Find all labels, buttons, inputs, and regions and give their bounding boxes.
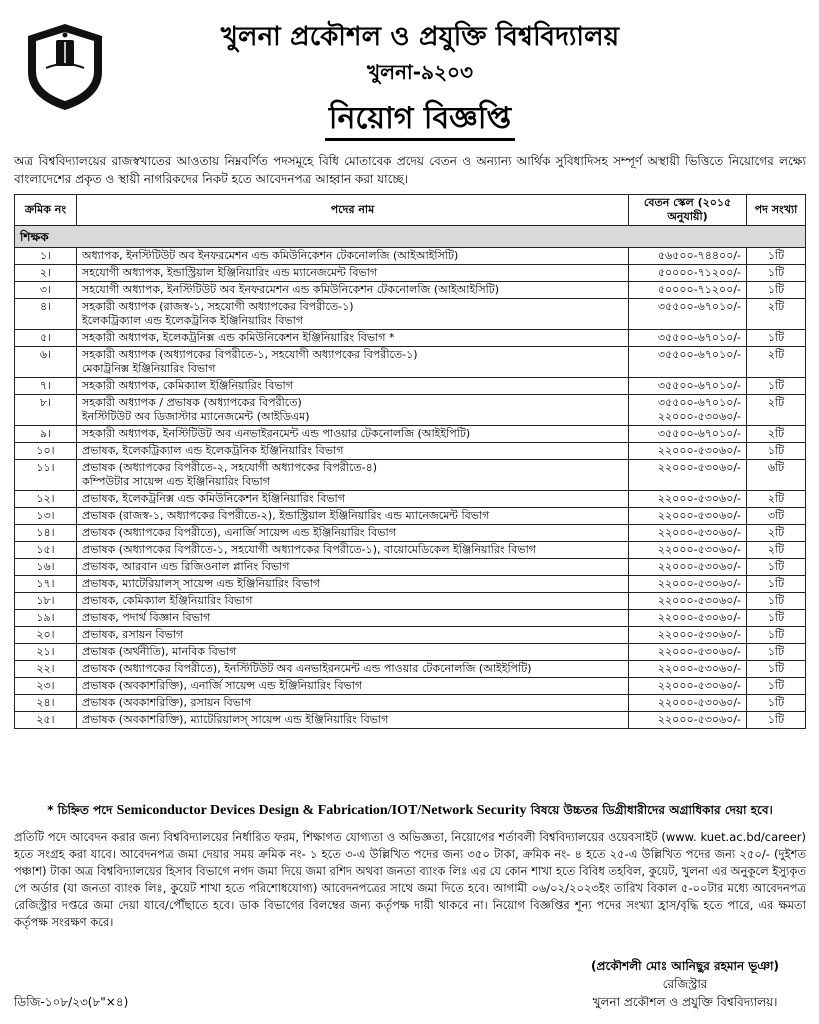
row-post-line: ইলেকট্রিক্যাল এন্ড ইলেকট্রনিক ইঞ্জিনিয়ারিং বিভাগ [81, 314, 304, 327]
footnote-english: Semiconductor Devices Design & Fabrication/IOT/Network Security [116, 803, 527, 818]
row-post-line: প্রভাষক (অবকাশরিক্তি), এনার্জি সায়েন্স এন্ড ইঞ্জিনিয়ারিং বিভাগ [81, 679, 363, 692]
row-post-line: ইনস্টিটিউট অব ডিজাস্টার ম্যানেজমেন্ট (আইডিএম) [81, 410, 310, 423]
row-scale-line: ৫৬৫০০-৭৪৪০০/- [657, 249, 742, 262]
row-scale-line: ৩৫৫০০-৬৭০১০/- [657, 396, 742, 409]
row-scale-line: ২২০০০-৫৩০৬০/- [657, 492, 742, 505]
signatory-name: (প্রকৌশলী মোঃ আনিছুর রহমান ভূঞা) [591, 959, 779, 973]
table-row [15, 627, 806, 644]
signatory-org: খুলনা প্রকৌশল ও প্রযুক্তি বিশ্ববিদ্যালয়। [592, 995, 778, 1009]
row-post-line: প্রভাষক, ইলেকট্রিক্যাল এন্ড ইলেকট্রনিক ইঞ্জিনিয়ারিং বিভাগ [81, 444, 344, 457]
row-scale-line: ২২০০০-৫৩০৬০/- [657, 713, 742, 726]
table-row [15, 644, 806, 661]
row-post [76, 627, 628, 644]
row-post-line: অধ্যাপক, ইনস্টিটিউট অব ইনফরমেশন এন্ড কমিউনিকেশন টেকনোলজি (আইআইসিটি) [81, 249, 459, 262]
university-logo-icon [22, 20, 108, 114]
row-count: ১টি [747, 265, 806, 282]
row-scale-line: ২২০০০-৫৩০৬০/- [657, 679, 742, 692]
row-post-line: প্রভাষক, কেমিক্যাল ইঞ্জিনিয়ারিং বিভাগ [81, 594, 253, 607]
row-serial: ৩। [15, 282, 77, 299]
table-row [15, 265, 806, 282]
row-post-line: প্রভাষক (অধ্যাপকের বিপরীতে), ইনস্টিটিউট অব এনভাইরনমেন্ট এন্ড পাওয়ার টেকনোলজি (আইইপিটি) [81, 662, 532, 675]
row-scale-line: ৩৫৫০০-৬৭০১০/- [657, 427, 742, 440]
row-count: ১টি [747, 248, 806, 265]
row-scale [629, 644, 747, 661]
footnote-suffix: বিষয়ে উচ্চতর ডিগ্রীধারীদের অগ্রাধিকার দেয়া হবে। [530, 803, 773, 817]
row-count: ১টি [747, 695, 806, 712]
row-scale [629, 610, 747, 627]
row-post [76, 330, 628, 347]
row-scale [629, 265, 747, 282]
row-serial: ৫। [15, 330, 77, 347]
table-row [15, 559, 806, 576]
row-post-line: সহকারী অধ্যাপক (অধ্যাপকের বিপরীতে-১, সহযোগী অধ্যাপকের বিপরীতে-১) [81, 348, 418, 361]
row-count: ২টি [747, 395, 806, 426]
row-serial: ২০। [15, 627, 77, 644]
row-post [76, 661, 628, 678]
row-scale-line: ২২০০০-৫৩০৬০/- [657, 645, 742, 658]
row-post [76, 508, 628, 525]
row-serial: ১৯। [15, 610, 77, 627]
row-scale [629, 426, 747, 443]
row-post-line: সহকারী অধ্যাপক / প্রভাষক (অধ্যাপকের বিপরীতে) [81, 396, 302, 409]
row-scale-line: ২২০০০-৫৩০৬০/- [657, 577, 742, 590]
reference-number: ডিজি-১০৮/২৩(৮"×৪) [14, 995, 129, 1009]
row-count: ১টি [747, 443, 806, 460]
row-scale-line: ২২০০০-৫৩০৬০/- [657, 543, 742, 556]
row-post-line: প্রভাষক (অধ্যাপকের বিপরীতে-১, সহযোগী অধ্যাপকের বিপরীতে-১), বায়োমেডিকেল ইঞ্জিনিয়ারিং বিভাগ [81, 543, 536, 556]
row-scale-line: ২২০০০-৫৩০৬০/- [657, 611, 742, 624]
row-count: ১টি [747, 282, 806, 299]
row-post [76, 559, 628, 576]
row-count: ২টি [747, 299, 806, 330]
row-scale [629, 443, 747, 460]
row-scale [629, 525, 747, 542]
row-post-line: প্রভাষক, ম্যাটেরিয়ালস্ সায়েন্স এন্ড ইঞ্জিনিয়ারিং বিভাগ [81, 577, 321, 590]
row-count: ৬টি [747, 460, 806, 491]
table-body [15, 226, 806, 729]
table-row [15, 678, 806, 695]
row-serial: ১০। [15, 443, 77, 460]
table-row [15, 525, 806, 542]
table-row [15, 347, 806, 378]
row-post-line: মেকাট্রনিক্স ইঞ্জিনিয়ারিং বিভাগ [81, 362, 216, 375]
row-post-line: প্রভাষক (রাজস্ব-১, অধ্যাপকের বিপরীতে-২), ইন্ডাস্ট্রিয়াল ইঞ্জিনিয়ারিং এন্ড ম্যানেজমেন্ট বিভাগ [81, 509, 490, 522]
row-scale [629, 576, 747, 593]
row-scale [629, 347, 747, 378]
application-instructions: প্রতিটি পদে আবেদন করার জন্য বিশ্ববিদ্যালয়ের নির্ধারিত ফরম, শিক্ষাগত যোগ্যতা ও অভিজ্ঞতা, নিয়োগের শর্তাবলী বিশ্ববিদ্যালয়ের ওয়েবসাইট (www. kuet.ac.bd/career) হতে সংগ্রহ করা যাবে। আবেদনপত্র জমা দেয়ার সময় ক্রমিক নং- ১ হতে ৩-এ উল্লিখিত পদের জন্য ৩৫০ টাকা, ক্রমিক নং- ৪ হতে ২৫-এ উল্লিখিত পদের জন্য ২৫০/- (দুইশত পঞ্চাশ) টাকা অত্র বিশ্ববিদ্যালয়ের হিসাব বিভাগে নগদ জমা দিয়ে জমা রশিদ অথবা জনতা ব্যাংক লিঃ এর যে কোন শাখা হতে বিবিধ তহবিল, কুয়েট, খুলনা এর অনুকূলে ইস্যুকৃত পে অর্ডার (যা জনতা ব্যাংক লিঃ, কুয়েট শাখা হতে পরিশোধযোগ্য) আবেদনপত্রের সাথে জমা দিতে হবে। আগামী ০৬/০২/২০২৩ইং তারিখ বিকাল ৫-০০টার মধ্যে আবেদনপত্র রেজিস্ট্রার দপ্তরে জমা দেয়া যাবে/পৌঁছাতে হবে। ডাক বিভাগের বিলম্বের জন্য কর্তৃপক্ষ দায়ী থাকবে না। নিয়োগ বিজ্ঞপ্তির শূন্য পদের সংখ্যা হ্রাস/বৃদ্ধি হতে পারে, এর ক্ষমতা কর্তৃপক্ষ সংরক্ষণ করে। [14, 830, 806, 929]
row-count: ১টি [747, 378, 806, 395]
row-serial: ২৫। [15, 712, 77, 729]
row-scale-line: ২২০০০-৫৩০৬০/- [657, 526, 742, 539]
table-row [15, 282, 806, 299]
row-count: ১টি [747, 712, 806, 729]
row-scale-line: ২২০০০-৫৩০৬০/- [657, 628, 742, 641]
row-scale-line: ৩৫৫০০-৬৭০১০/- [657, 331, 742, 344]
row-serial: ১৫। [15, 542, 77, 559]
footnote [14, 802, 806, 822]
row-post [76, 378, 628, 395]
row-post [76, 491, 628, 508]
row-scale-line: ৩৫৫০০-৬৭০১০/- [657, 348, 742, 361]
table-row [15, 330, 806, 347]
row-post [76, 593, 628, 610]
row-scale-line: ৩৫৫০০-৬৭০১০/- [657, 300, 742, 313]
intro-paragraph: অত্র বিশ্ববিদ্যালয়ের রাজস্বখাতের আওতায় নিম্নবর্ণিত পদসমূহে বিধি মোতাবেক প্রদেয় বেতন ও অন্যান্য আর্থিক সুবিধাদিসহ সম্পূর্ণ অস্থায়ী ভিত্তিতে নিয়োগের লক্ষ্যে বাংলাদেশের প্রকৃত ও স্থায়ী নাগরিকদের নিকট হতে আবেদনপত্র আহ্বান করা যাচ্ছে। [14, 154, 806, 186]
row-count: ১টি [747, 593, 806, 610]
row-scale [629, 542, 747, 559]
header-scale: বেতন স্কেল (২০১৫ অনুযায়ী) [629, 195, 747, 226]
section-title: শিক্ষক [15, 226, 806, 248]
table-row [15, 576, 806, 593]
row-scale [629, 460, 747, 491]
row-count: ১টি [747, 661, 806, 678]
row-serial: ৭। [15, 378, 77, 395]
row-post-line: সহযোগী অধ্যাপক, ইন্ডাস্ট্রিয়াল ইঞ্জিনিয়ারিং এন্ড ম্যানেজমেন্ট বিভাগ [81, 266, 378, 279]
row-post-line: প্রভাষক, পদার্থ বিজ্ঞান বিভাগ [81, 611, 211, 624]
row-scale-line: ৫০০০০-৭১২০০/- [657, 283, 742, 296]
row-post-line: প্রভাষক, আরবান এন্ড রিজিওনাল প্লানিং বিভাগ [81, 560, 290, 573]
row-scale [629, 395, 747, 426]
row-post-line: সহকারী অধ্যাপক, ইনস্টিটিউট অব এনভাইরনমেন্ট এন্ড পাওয়ার টেকনোলজি (আইইপিটি) [81, 427, 471, 440]
row-post [76, 525, 628, 542]
row-post [76, 542, 628, 559]
row-scale-line: ২২০০০-৫৩০৬০/- [657, 509, 742, 522]
row-post-line: সহযোগী অধ্যাপক, ইনস্টিটিউট অব ইনফরমেশন এন্ড কমিউনিকেশন টেকনোলজি (আইআইসিটি) [81, 283, 500, 296]
table-row [15, 426, 806, 443]
row-scale [629, 593, 747, 610]
row-serial: ৪। [15, 299, 77, 330]
row-scale [629, 378, 747, 395]
row-post-line: কম্পিউটার সায়েন্স এন্ড ইঞ্জিনিয়ারিং বিভাগ [81, 475, 270, 488]
row-scale-line: ২২০০০-৫৩০৬০/- [657, 410, 742, 423]
table-header-row [15, 195, 806, 226]
row-serial: ২৪। [15, 695, 77, 712]
table-row [15, 460, 806, 491]
row-count: ২টি [747, 347, 806, 378]
vacancy-table [14, 194, 806, 729]
row-scale [629, 282, 747, 299]
row-serial: ৯। [15, 426, 77, 443]
section-row [15, 226, 806, 248]
row-scale [629, 712, 747, 729]
row-serial: ১৮। [15, 593, 77, 610]
row-count: ২টি [747, 426, 806, 443]
row-serial: ১। [15, 248, 77, 265]
row-scale-line: ২২০০০-৫৩০৬০/- [657, 662, 742, 675]
signatory-title: রেজিস্ট্রার [662, 977, 708, 991]
row-post [76, 712, 628, 729]
row-count: ১টি [747, 644, 806, 661]
row-scale [629, 248, 747, 265]
table-row [15, 661, 806, 678]
table-row [15, 491, 806, 508]
table-row [15, 443, 806, 460]
row-scale-line: ২২০০০-৫৩০৬০/- [657, 461, 742, 474]
table-row [15, 712, 806, 729]
row-post [76, 460, 628, 491]
row-count: ১টি [747, 610, 806, 627]
header-count: পদ সংখ্যা [747, 195, 806, 226]
row-post-line: প্রভাষক (অধ্যাপকের বিপরীতে-২, সহযোগী অধ্যাপকের বিপরীতে-৪) [81, 461, 378, 474]
row-count: ২টি [747, 491, 806, 508]
row-serial: ২। [15, 265, 77, 282]
row-scale-line: ৫০০০০-৭১২০০/- [657, 266, 742, 279]
row-post [76, 395, 628, 426]
header-serial: ক্রমিক নং [15, 195, 77, 226]
row-scale [629, 330, 747, 347]
row-post-line: প্রভাষক (অর্থনীতি), মানবিক বিভাগ [81, 645, 237, 658]
notice-header [0, 0, 819, 150]
table-row [15, 610, 806, 627]
row-post-line: প্রভাষক, ইলেকট্রনিক্স এন্ড কমিউনিকেশন ইঞ্জিনিয়ারিং বিভাগ [81, 492, 345, 505]
row-serial: ১২। [15, 491, 77, 508]
university-name: খুলনা প্রকৌশল ও প্রযুক্তি বিশ্ববিদ্যালয় [220, 22, 620, 52]
table-row [15, 248, 806, 265]
row-serial: ২৩। [15, 678, 77, 695]
row-scale-line: ২২০০০-৫৩০৬০/- [657, 594, 742, 607]
row-scale [629, 627, 747, 644]
row-scale [629, 559, 747, 576]
row-post-line: প্রভাষক (অধ্যাপকের বিপরীতে), এনার্জি সায়েন্স এন্ড ইঞ্জিনিয়ারিং বিভাগ [81, 526, 396, 539]
row-serial: ১৬। [15, 559, 77, 576]
row-scale-line: ২২০০০-৫৩০৬০/- [657, 696, 742, 709]
row-count: ২টি [747, 525, 806, 542]
row-post [76, 610, 628, 627]
row-serial: ২২। [15, 661, 77, 678]
row-post [76, 299, 628, 330]
row-count: ১টি [747, 576, 806, 593]
row-count: ৩টি [747, 508, 806, 525]
row-post-line: সহকারী অধ্যাপক (রাজস্ব-১, সহযোগী অধ্যাপকের বিপরীতে-১) [81, 300, 354, 313]
notice-title-text: নিয়োগ বিজ্ঞপ্তি [325, 101, 515, 141]
row-scale [629, 678, 747, 695]
row-post-line: প্রভাষক (অবকাশরিক্তি), ম্যাটেরিয়ালস্ সায়েন্স এন্ড ইঞ্জিনিয়ারিং বিভাগ [81, 713, 389, 726]
row-post-line: সহকারী অধ্যাপক, ইলেকট্রনিক্স এন্ড কমিউনিকেশন ইঞ্জিনিয়ারিং বিভাগ * [81, 331, 395, 344]
row-scale [629, 491, 747, 508]
row-serial: ২১। [15, 644, 77, 661]
row-post-line: প্রভাষক, রসায়ন বিভাগ [81, 628, 184, 641]
row-post [76, 426, 628, 443]
row-count: ১টি [747, 678, 806, 695]
row-post [76, 695, 628, 712]
row-scale [629, 299, 747, 330]
row-post [76, 265, 628, 282]
table-row [15, 378, 806, 395]
row-post [76, 443, 628, 460]
row-count: ২টি [747, 542, 806, 559]
row-scale-line: ২২০০০-৫৩০৬০/- [657, 560, 742, 573]
row-serial: ১১। [15, 460, 77, 491]
table-row [15, 508, 806, 525]
table-row [15, 299, 806, 330]
row-count: ১টি [747, 559, 806, 576]
row-scale [629, 695, 747, 712]
row-post [76, 576, 628, 593]
row-post [76, 347, 628, 378]
university-city: খুলনা-৯২০৩ [366, 60, 474, 84]
row-post [76, 678, 628, 695]
row-scale [629, 661, 747, 678]
table-row [15, 542, 806, 559]
row-count: ১টি [747, 330, 806, 347]
notice-title [110, 94, 730, 145]
row-serial: ১৪। [15, 525, 77, 542]
row-serial: ৮। [15, 395, 77, 426]
table-row [15, 395, 806, 426]
row-post [76, 282, 628, 299]
row-post-line: সহকারী অধ্যাপক, কেমিক্যাল ইঞ্জিনিয়ারিং বিভাগ [81, 379, 293, 392]
row-post [76, 644, 628, 661]
row-serial: ৬। [15, 347, 77, 378]
header-post: পদের নাম [76, 195, 628, 226]
row-post-line: প্রভাষক (অবকাশরিক্তি), রসায়ন বিভাগ [81, 696, 252, 709]
row-count: ১টি [747, 627, 806, 644]
table-row [15, 593, 806, 610]
row-serial: ১৭। [15, 576, 77, 593]
row-scale [629, 508, 747, 525]
row-serial: ১৩। [15, 508, 77, 525]
row-post [76, 248, 628, 265]
table-row [15, 695, 806, 712]
row-scale-line: ৩৫৫০০-৬৭০১০/- [657, 379, 742, 392]
row-scale-line: ২২০০০-৫৩০৬০/- [657, 444, 742, 457]
footnote-prefix: * চিহ্নিত পদে [47, 803, 113, 817]
